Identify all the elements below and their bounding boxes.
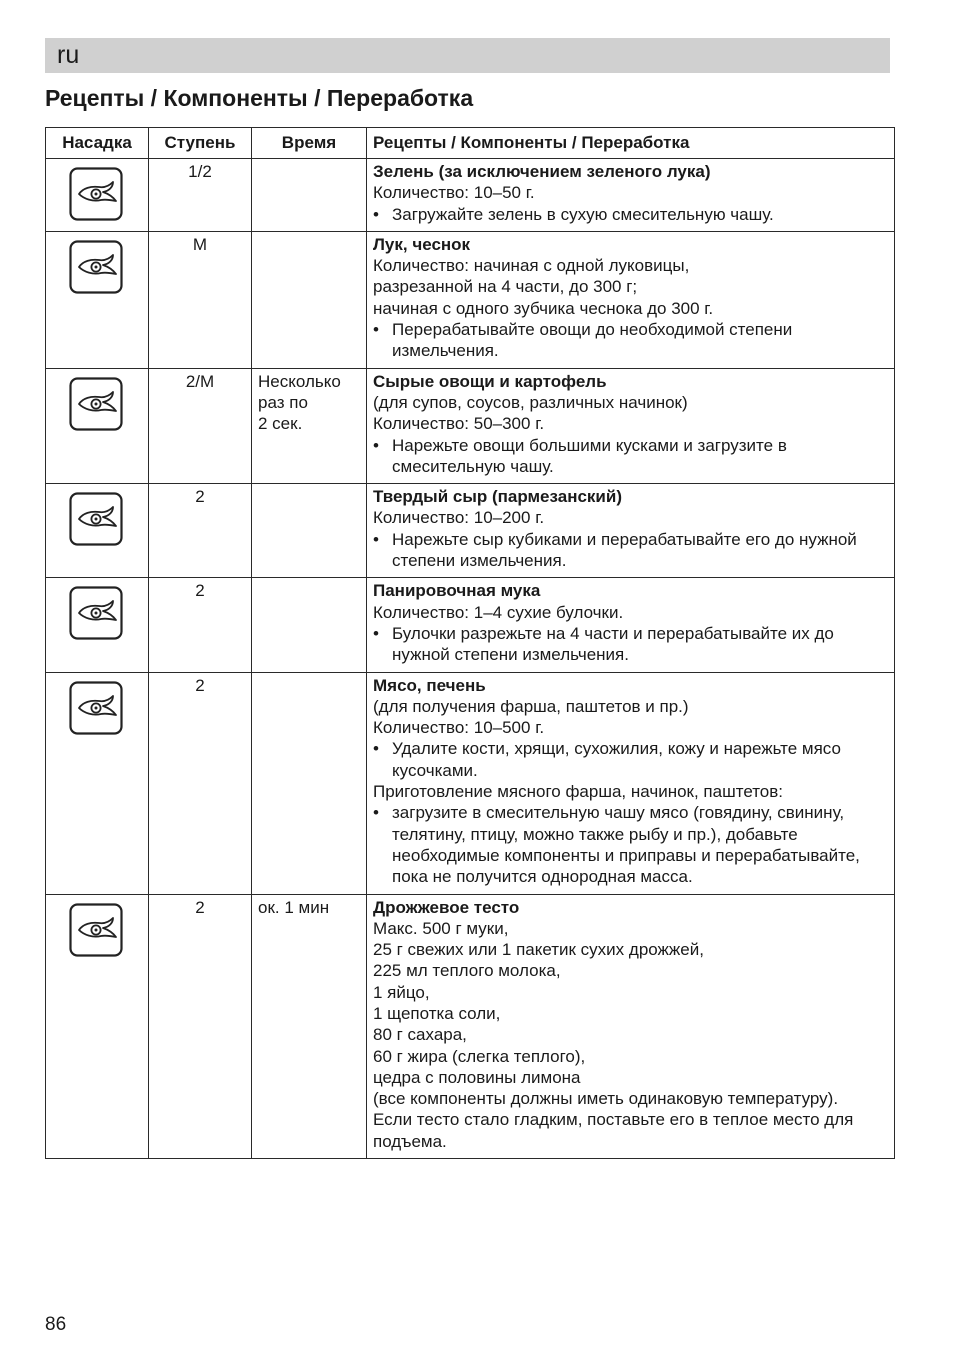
table-row (46, 484, 895, 578)
recipe-cell (367, 672, 895, 894)
recipe-title: Зелень (за исключением зеленого лука) (373, 162, 711, 181)
recipe-line: цедра с половины лимона (373, 1067, 581, 1087)
recipe-line: 1 яйцо, (373, 982, 430, 1002)
recipe-line: Макс. 500 г муки, (373, 918, 509, 938)
blade-attachment-icon (69, 167, 123, 221)
recipe-bullet: • Булочки разрежьте на 4 части и перерабатывайте их до нужной степени измельчения. (373, 623, 886, 666)
recipe-line: (все компоненты должны иметь одинаковую температуру). (373, 1089, 839, 1109)
step-cell: 2 (149, 894, 252, 1159)
recipe-cell (367, 159, 895, 232)
attachment-cell (46, 578, 149, 672)
recipe-line: (для получения фарша, паштетов и пр.) (373, 696, 689, 716)
recipe-cell (367, 368, 895, 483)
recipe-line: Количество: 10–50 г. (373, 183, 535, 203)
time-cell (252, 894, 367, 1159)
attachment-cell (46, 368, 149, 483)
recipes-table (45, 127, 895, 1159)
time-line: Несколько (258, 371, 341, 391)
recipe-title: Дрожжевое тесто (373, 897, 520, 917)
recipe-cell (367, 578, 895, 672)
recipe-line: разрезанной на 4 части, до 300 г; (373, 277, 638, 297)
recipe-line: 80 г сахара, (373, 1025, 467, 1045)
blade-attachment-icon (69, 240, 123, 294)
recipe-bullet: • Перерабатывайте овощи до необходимой степени измельчения. (373, 319, 886, 362)
step-cell: 2 (149, 578, 252, 672)
recipe-title: Сырые овощи и картофель (373, 371, 607, 391)
header-recipes: Рецепты / Компоненты / Переработка (367, 128, 895, 159)
attachment-cell (46, 159, 149, 232)
time-cell (252, 672, 367, 894)
table-row (46, 578, 895, 672)
table-row (46, 894, 895, 1159)
step-cell: 2/M (149, 368, 252, 483)
blade-attachment-icon (69, 681, 123, 735)
table-row (46, 672, 895, 894)
recipe-line: Количество: начиная с одной луковицы, (373, 256, 690, 276)
time-line: ок. 1 мин (258, 897, 330, 917)
recipe-line: (для супов, соусов, различных начинок) (373, 392, 688, 412)
recipe-line: 1 щепотка соли, (373, 1003, 501, 1023)
recipe-line: Количество: 50–300 г. (373, 414, 545, 434)
recipe-line: начиная с одного зубчика чеснока до 300 г. (373, 298, 714, 318)
blade-attachment-icon (69, 586, 123, 640)
recipe-line: 225 мл теплого молока, (373, 961, 561, 981)
recipe-rows (46, 159, 895, 1159)
step-cell: 2 (149, 484, 252, 578)
recipe-bullet: • Загружайте зелень в сухую смесительную чашу. (373, 204, 886, 225)
recipe-cell (367, 484, 895, 578)
recipe-cell (367, 231, 895, 368)
table-header-row (46, 128, 895, 159)
recipe-line: 60 г жира (слегка теплого), (373, 1046, 586, 1066)
recipe-line: Количество: 10–500 г. (373, 718, 545, 738)
header-attachment: Насадка (46, 128, 149, 159)
blade-attachment-icon (69, 903, 123, 957)
blade-attachment-icon (69, 377, 123, 431)
time-cell (252, 159, 367, 232)
recipe-line: Количество: 10–200 г. (373, 508, 545, 528)
recipe-bullet: • Нарежьте овощи большими кусками и загрузите в смесительную чашу. (373, 435, 886, 478)
page-title: Рецепты / Компоненты / Переработка (45, 85, 474, 111)
recipe-title: Мясо, печень (373, 675, 486, 695)
table-row (46, 231, 895, 368)
time-line: раз по (258, 392, 308, 412)
step-cell: 2 (149, 672, 252, 894)
recipe-title: Панировочная мука (373, 581, 541, 601)
recipe-title: Лук, чеснок (373, 234, 471, 254)
time-cell (252, 578, 367, 672)
time-cell (252, 368, 367, 483)
recipe-line: Количество: 1–4 сухие булочки. (373, 602, 624, 622)
recipe-line: 25 г свежих или 1 пакетик сухих дрожжей, (373, 940, 704, 960)
recipe-line: Если тесто стало гладким, поставьте его в теплое место для подъема. (373, 1110, 854, 1151)
language-code: ru (57, 41, 80, 69)
time-line: 2 сек. (258, 414, 303, 434)
attachment-cell (46, 894, 149, 1159)
time-cell (252, 484, 367, 578)
header-step: Ступень (149, 128, 252, 159)
recipe-cell (367, 894, 895, 1159)
header-time: Время (252, 128, 367, 159)
recipe-bullet: • загрузите в смесительную чашу мясо (говядину, свинину, телятину, птицу, можно также рыбу и пр.), добавьте необходимые компоненты и приправы и перерабатывайте, пока не получится однородная масса. (373, 802, 886, 887)
language-bar (45, 38, 890, 73)
time-cell (252, 231, 367, 368)
recipe-title: Твердый сыр (пармезанский) (373, 487, 622, 507)
recipe-bullet: • Нарежьте сыр кубиками и перерабатывайте его до нужной степени измельчения. (373, 529, 886, 572)
recipe-line: Приготовление мясного фарша, начинок, паштетов: (373, 782, 784, 802)
table-row (46, 368, 895, 483)
recipe-bullet: • Удалите кости, хрящи, сухожилия, кожу и нарежьте мясо кусочками. (373, 738, 886, 781)
attachment-cell (46, 231, 149, 368)
step-cell: 1/2 (149, 159, 252, 232)
attachment-cell (46, 484, 149, 578)
table-row (46, 159, 895, 232)
attachment-cell (46, 672, 149, 894)
step-cell: M (149, 231, 252, 368)
blade-attachment-icon (69, 492, 123, 546)
page-number: 86 (45, 1314, 67, 1335)
